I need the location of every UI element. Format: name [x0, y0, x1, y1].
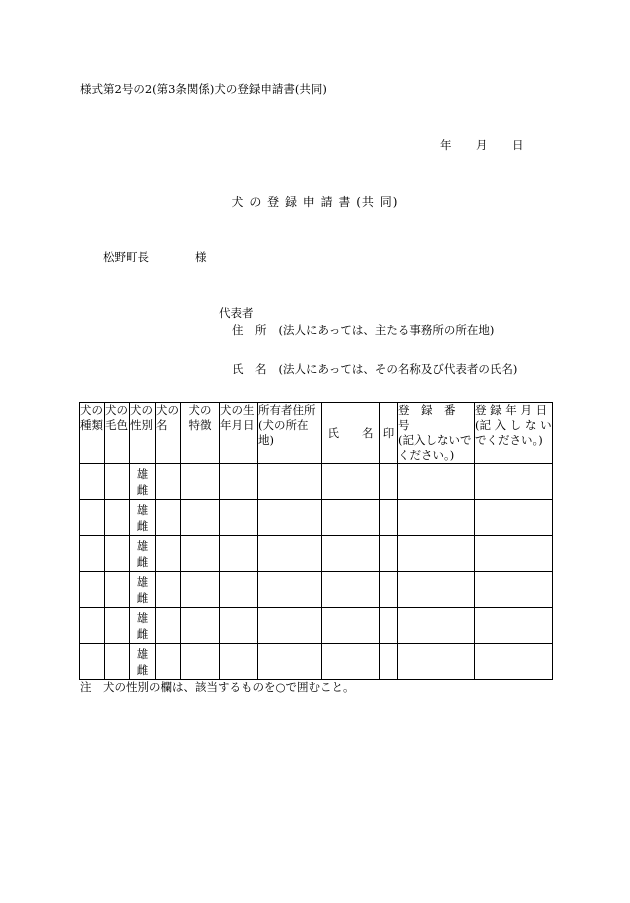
feature-cell[interactable] [181, 464, 220, 500]
feature-cell[interactable] [181, 536, 220, 572]
kind-cell[interactable] [80, 536, 105, 572]
representative-label: 代表者 [219, 306, 254, 320]
sex-option-male[interactable]: 雄 [136, 574, 149, 589]
owner-name-cell[interactable] [322, 572, 380, 608]
table-body [80, 464, 553, 680]
owner-name-cell[interactable] [322, 608, 380, 644]
registration-number-cell[interactable] [398, 500, 475, 536]
date-day-label: 日 [512, 138, 524, 152]
form-label: 様式第2号の2(第3条関係)犬の登録申請書(共同) [80, 82, 327, 96]
sex-option-female[interactable]: 雌 [136, 518, 149, 533]
name-cell[interactable] [156, 536, 181, 572]
kind-cell[interactable] [80, 464, 105, 500]
birth-cell[interactable] [220, 536, 258, 572]
sex-option-male[interactable]: 雄 [136, 646, 149, 661]
birth-cell[interactable] [220, 644, 258, 680]
header-owner-name: 氏 名 [322, 403, 380, 464]
name-label: 氏 名 [232, 362, 267, 376]
sex-cell [130, 608, 156, 644]
sex-option-female[interactable]: 雌 [136, 662, 149, 677]
header-dog-name: 犬の 名 [156, 403, 181, 464]
feature-cell[interactable] [181, 500, 220, 536]
document-title: 犬 の 登 録 申 請 書 (共 同) [231, 195, 399, 209]
kind-cell[interactable] [80, 608, 105, 644]
table-row [80, 536, 553, 572]
seal-cell[interactable] [380, 464, 398, 500]
name-cell[interactable] [156, 464, 181, 500]
registration-date-cell[interactable] [475, 464, 553, 500]
feature-cell[interactable] [181, 608, 220, 644]
sex-cell [130, 572, 156, 608]
header-dog-kind: 犬の 種類 [80, 403, 105, 464]
seal-cell[interactable] [380, 608, 398, 644]
registration-table [79, 402, 553, 680]
sex-cell [130, 464, 156, 500]
owner-name-cell[interactable] [322, 644, 380, 680]
header-dog-color: 犬の 毛色 [105, 403, 130, 464]
color-cell[interactable] [105, 464, 130, 500]
table-row [80, 500, 553, 536]
color-cell[interactable] [105, 644, 130, 680]
kind-cell[interactable] [80, 500, 105, 536]
sex-option-female[interactable]: 雌 [136, 590, 149, 605]
header-registration-number: 登 録 番 号 (記入しないで ください。) [398, 403, 475, 464]
date-line [440, 137, 524, 153]
registration-number-cell[interactable] [398, 536, 475, 572]
registration-number-cell[interactable] [398, 608, 475, 644]
color-cell[interactable] [105, 608, 130, 644]
header-dog-sex: 犬の 性別 [130, 403, 156, 464]
registration-date-cell[interactable] [475, 572, 553, 608]
name-cell[interactable] [156, 500, 181, 536]
sex-option-male[interactable]: 雄 [136, 502, 149, 517]
date-month-label: 月 [476, 138, 488, 152]
registration-number-cell[interactable] [398, 464, 475, 500]
sex-option-female[interactable]: 雌 [136, 482, 149, 497]
color-cell[interactable] [105, 500, 130, 536]
owner-name-cell[interactable] [322, 536, 380, 572]
sex-option-male[interactable]: 雄 [136, 466, 149, 481]
sex-option-male[interactable]: 雄 [136, 538, 149, 553]
owner-address-cell[interactable] [258, 572, 322, 608]
owner-address-cell[interactable] [258, 536, 322, 572]
registration-date-cell[interactable] [475, 500, 553, 536]
color-cell[interactable] [105, 536, 130, 572]
table-row [80, 464, 553, 500]
seal-cell[interactable] [380, 644, 398, 680]
registration-date-cell[interactable] [475, 644, 553, 680]
feature-cell[interactable] [181, 572, 220, 608]
kind-cell[interactable] [80, 644, 105, 680]
registration-date-cell[interactable] [475, 536, 553, 572]
sex-option-female[interactable]: 雌 [136, 554, 149, 569]
table-row [80, 644, 553, 680]
owner-name-cell[interactable] [322, 500, 380, 536]
seal-cell[interactable] [380, 572, 398, 608]
header-dog-feature: 犬の 特徴 [181, 403, 220, 464]
table-row [80, 572, 553, 608]
sex-cell [130, 536, 156, 572]
birth-cell[interactable] [220, 608, 258, 644]
addressee-name: 松野町長 [103, 250, 149, 264]
birth-cell[interactable] [220, 464, 258, 500]
footnote: 注 犬の性別の欄は、該当するものを○で囲むこと。 [80, 680, 355, 694]
birth-cell[interactable] [220, 500, 258, 536]
feature-cell[interactable] [181, 644, 220, 680]
owner-address-cell[interactable] [258, 608, 322, 644]
date-year-label: 年 [440, 138, 452, 152]
name-cell[interactable] [156, 572, 181, 608]
owner-address-cell[interactable] [258, 464, 322, 500]
birth-cell[interactable] [220, 572, 258, 608]
registration-date-cell[interactable] [475, 608, 553, 644]
kind-cell[interactable] [80, 572, 105, 608]
owner-name-cell[interactable] [322, 464, 380, 500]
header-registration-date: 登 録 年 月 日 (記 入 し な い でください。) [475, 403, 553, 464]
name-cell[interactable] [156, 608, 181, 644]
addressee [103, 249, 207, 265]
owner-address-cell[interactable] [258, 500, 322, 536]
sex-cell [130, 500, 156, 536]
representative-name-line [232, 361, 517, 377]
header-owner-address: 所有者住所 (犬の所在 地) [258, 403, 322, 464]
header-dog-birth: 犬の生 年月日 [220, 403, 258, 464]
registration-number-cell[interactable] [398, 572, 475, 608]
name-note: (法人にあっては、その名称及び代表者の氏名) [278, 362, 518, 376]
color-cell[interactable] [105, 572, 130, 608]
addressee-honorific: 様 [195, 250, 207, 264]
table-header-row [80, 403, 553, 464]
sex-option-male[interactable]: 雄 [136, 610, 149, 625]
address-label: 住 所 [232, 323, 267, 337]
address-note: (法人にあっては、主たる事務所の所在地) [278, 323, 495, 337]
sex-option-female[interactable]: 雌 [136, 626, 149, 641]
registration-number-cell[interactable] [398, 644, 475, 680]
seal-cell[interactable] [380, 500, 398, 536]
name-cell[interactable] [156, 644, 181, 680]
header-seal: 印 [380, 403, 398, 464]
table-row [80, 608, 553, 644]
sex-cell [130, 644, 156, 680]
seal-cell[interactable] [380, 536, 398, 572]
representative-address-line [232, 322, 494, 338]
owner-address-cell[interactable] [258, 644, 322, 680]
